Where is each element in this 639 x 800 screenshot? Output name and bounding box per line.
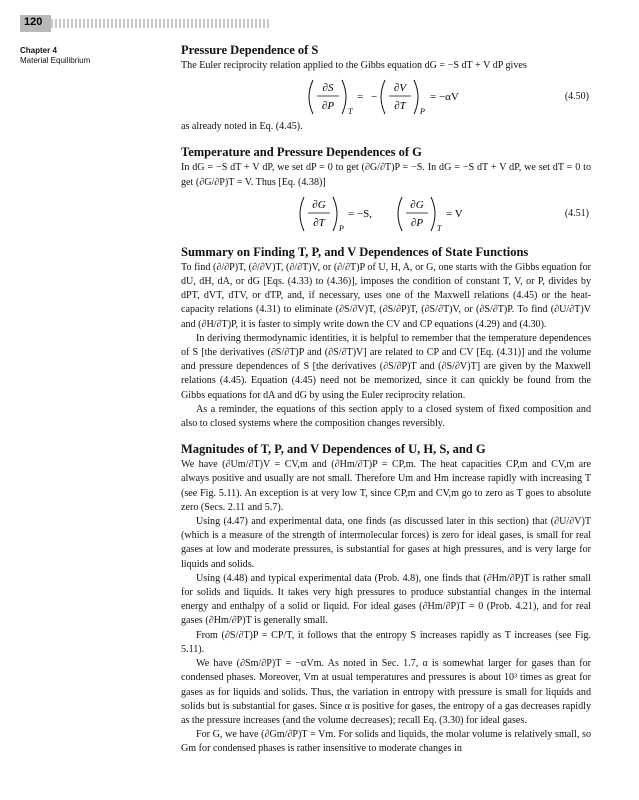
eq-frac-numerator: ∂G <box>410 198 424 211</box>
eq-frac-numerator: ∂V <box>393 82 407 95</box>
eq-subscript: T <box>437 223 442 233</box>
equation-4-50 <box>181 77 591 117</box>
eq-result: = −αV <box>430 91 459 104</box>
eq-frac-numerator: ∂S <box>322 82 334 95</box>
eq-equals: = <box>357 91 364 104</box>
eq-subscript: P <box>420 107 425 117</box>
page-number: 120 <box>24 16 43 28</box>
section-paragraph: Using (4.48) and typical experimental data (Prob. 4.8), one finds that (∂Hm/∂P)T is rather small for solids and liquids. It takes very high pressures to produce substantial changes in the internal energy and enthalpy of a solid or liquid. For ideal gases (∂Hm/∂P)T = 0 (Prob. 4.21), and for real gases (∂Hm/∂P)T is generally small. <box>181 572 591 627</box>
chapter-title: Material Equilibrium <box>20 56 91 65</box>
section-title-temperature-pressure-dependences-of-g: Temperature and Pressure Dependences of G <box>181 145 422 160</box>
eq-subscript: P <box>339 223 344 233</box>
page-header <box>20 12 620 34</box>
paren-right <box>431 197 435 231</box>
section-paragraph: In dG = −S dT + V dP, we set dP = 0 to get (∂G/∂T)P = −S. In dG = −S dT + V dP, we set dT = 0 to get (∂G/∂P)T = V. Thus [Eq. (4.38)] <box>181 162 591 188</box>
paren-left <box>381 80 385 114</box>
eq-result: = −S, <box>348 207 373 220</box>
section-paragraph: We have (∂Um/∂T)V = CV,m and (∂Hm/∂T)P = CP,m. The heat capacities CP,m and CV,m are always positive and usually are not small. Therefore Um and Hm increase rapidly with increasing T (see Fig. 5.11). An exception is at very low T, since CP,m and CV,m go to zero as T goes to absolute zero (Secs. 2.11 and 5.7). <box>181 459 591 513</box>
eq-minus: − <box>371 91 378 104</box>
section-paragraph: We have (∂Sm/∂P)T = −αVm. As noted in Sec. 1.7, α is somewhat larger for gases than for condensed phases. Moreover, Vm at usual temperatures and pressures is about 10³ times as great for gases as for liquids and solids. Thus, the variation in entropy with pressure is small for liquids and solids but is substantial for gases. Since α is positive for gases, the entropy of a gas decreases rapidly as the pressure increases (and the volume decreases); recall Eq. (3.30) for ideal gases. <box>181 658 591 726</box>
section-paragraph: In deriving thermodynamic identities, it is helpful to remember that the temperature dependences of S [the derivatives (∂S/∂T)P and (∂S/∂T)V] are related to CP and CV [Eq. (4.31)] and the volume and pressure dependences of S [the derivatives (∂S/∂P)T and (∂S/∂V)T] are given by the Maxwell relations (4.45). Equation (4.45) need not be memorized, since it can quickly be found from the Gibbs equations for dA and dG by using the Euler reciprocity relation. <box>181 332 591 401</box>
equation-4-51-svg <box>181 194 591 234</box>
equation-4-50-svg <box>181 77 591 117</box>
paren-left <box>300 197 304 231</box>
eq-frac-numerator: ∂G <box>312 198 326 211</box>
paren-right <box>342 80 346 114</box>
paren-right <box>333 197 337 231</box>
section-paragraph: as already noted in Eq. (4.45). <box>181 121 303 133</box>
section-title-pressure-dependence-of-s: Pressure Dependence of S <box>181 43 319 57</box>
section-paragraph: The Euler reciprocity relation applied to the Gibbs equation dG = −S dT + V dP gives <box>181 60 527 71</box>
eq-frac-denominator: ∂T <box>394 100 406 113</box>
equation-4-51 <box>181 194 591 234</box>
section-title-summary: Summary on Finding T, P, and V Dependences of State Functions <box>181 244 529 259</box>
equation-number: (4.51) <box>564 207 589 219</box>
section-paragraph: To find (∂/∂P)T, (∂/∂V)T, (∂/∂T)V, or (∂/∂T)P of U, H, A, or G, one starts with the Gibbs equation for dU, dH, dA, or dG [Eqs. (4.33) to (4.36)], imposes the condition of constant T, V, or P, divides by dPT, dVT, dTV, or dTP, and, if necessary, uses one of the Maxwell relations (4.45) or the heat-capacity relations (4.31) to eliminate (∂S/∂V)T, (∂S/∂P)T, (∂S/∂T)V, or (∂S/∂T)P. To find (∂U/∂T)V and (∂H/∂T)P, it is faster to simply write down the CV and CP equations (4.29) and (4.30). <box>181 261 591 330</box>
eq-frac-denominator: ∂P <box>410 216 424 229</box>
section-title-magnitudes: Magnitudes of T, P, and V Dependences of U, H, S, and G <box>181 442 486 457</box>
chapter-label: Chapter 4 <box>20 46 57 55</box>
section-paragraph: From (∂S/∂T)P = CP/T, it follows that the entropy S increases rapidly as T increases (see Fig. 5.11). <box>181 629 591 655</box>
eq-frac-denominator: ∂P <box>321 100 335 113</box>
section-paragraph: Using (4.47) and experimental data, one finds (as discussed later in this section) that (∂U/∂V)T (which is a measure of the strength of intermolecular forces) is zero for ideal gases, is small for real gases at low and moderate pressures, is substantial for gases at high pressures, and is very large for liquids and solids. <box>181 516 591 570</box>
header-decoration-bar <box>51 19 271 28</box>
main-text-column <box>181 42 591 757</box>
eq-frac-denominator: ∂T <box>313 216 325 229</box>
equation-number: (4.50) <box>564 91 589 103</box>
eq-result: = V <box>446 207 463 220</box>
page-number-box <box>20 15 51 32</box>
paren-left <box>309 80 313 114</box>
paren-left <box>398 197 402 231</box>
section-paragraph: For G, we have (∂Gm/∂P)T = Vm. For solids and liquids, the molar volume is relatively small, so Gm for condensed phases is rather insensitive to moderate changes in <box>181 729 591 755</box>
paren-right <box>414 80 418 114</box>
eq-subscript: T <box>348 107 353 117</box>
section-paragraph: As a reminder, the equations of this section apply to a closed system of fixed composition and also to closed systems where the composition changes reversibly. <box>181 403 591 430</box>
chapter-margin-note <box>20 46 90 66</box>
